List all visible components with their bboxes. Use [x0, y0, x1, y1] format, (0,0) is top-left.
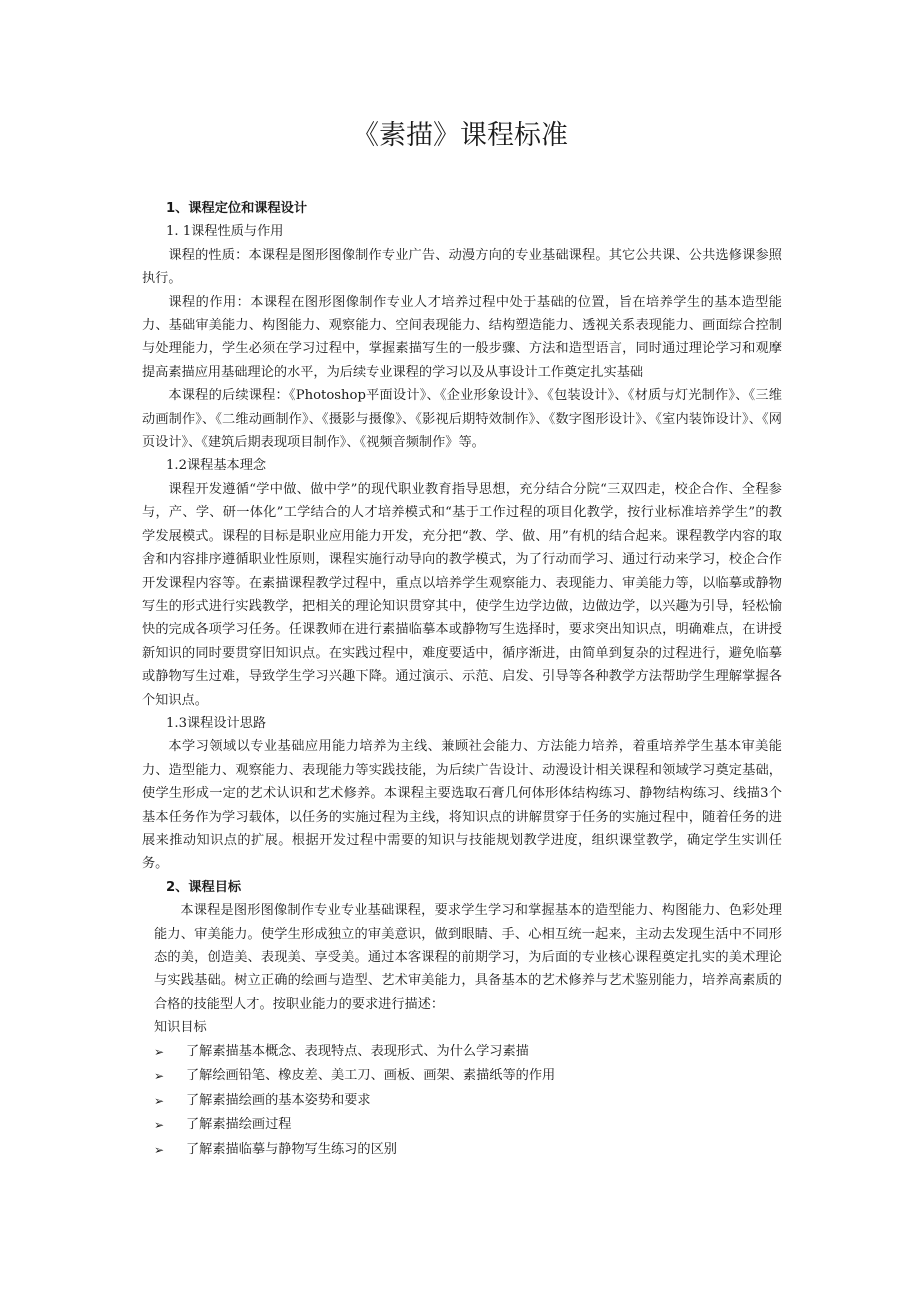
arrow-bullet-icon: ➢: [154, 1118, 165, 1133]
list-item: [142, 1138, 782, 1163]
list-item-text: 了解素描绘画过程: [186, 1117, 292, 1133]
list-item-text: 了解绘画铅笔、橡皮差、美工刀、画板、画架、素描纸等的作用: [186, 1068, 556, 1084]
arrow-bullet-icon: ➢: [154, 1044, 165, 1059]
paragraph-design-approach: 本学习领域以专业基础应用能力培养为主线、兼顾社会能力、方法能力培养，着重培养学生基本审美能力、造型能力、观察能力、表现能力等实践技能，为后续广告设计、动漫设计相关课程和领域学习奠定基础，使学生形成一定的艺术认识和艺术修养。本课程主要选取石膏几何体形体结构练习、静物结构练习、线描3个基本任务作为学习载体，以任务的实施过程为主线，将知识点的讲解贯穿于任务的实施过程中，随着任务的进展来推动知识点的扩展。根据开发过程中需要的知识与技能规划教学进度，组织课堂教学，确定学生实训任务。: [142, 739, 782, 872]
knowledge-goals-list: [142, 1040, 782, 1163]
arrow-bullet-icon: ➢: [154, 1142, 165, 1157]
subsection-heading-1-1: 1. 1课程性质与作用: [166, 224, 284, 240]
subsection-heading-1-3: 1.3课程设计思路: [166, 715, 267, 731]
subsection-heading-1-2: 1.2课程基本理念: [166, 458, 267, 474]
arrow-bullet-icon: ➢: [154, 1093, 165, 1108]
paragraph-course-goals: 本课程是图形图像制作专业专业基础课程，要求学生学习和掌握基本的造型能力、构图能力、色彩处理能力、审美能力。使学生形成独立的审美意识，做到眼睛、手、心相互统一起来，主动去发现生活中不同形态的美，创造美、表现美、享受美。通过本客课程的前期学习，为后面的专业核心课程奠定扎实的美术理论与实践基础。树立正确的绘画与造型、艺术审美能力，具备基本的艺术修养与艺术鉴别能力，培养高素质的合格的技能型人才。按职业能力的要求进行描述：: [154, 903, 782, 1012]
page-title: 《素描》课程标准: [352, 120, 568, 151]
list-item: [142, 1040, 782, 1065]
list-item-text: 了解素描绘画的基本姿势和要求: [186, 1092, 371, 1108]
section-heading-2: 2、课程目标: [166, 879, 242, 895]
list-item: [142, 1064, 782, 1089]
arrow-bullet-icon: ➢: [154, 1069, 165, 1084]
paragraph-basic-philosophy: 课程开发遵循“学中做、做中学”的现代职业教育指导思想，充分结合分院“三双四走，校企合作、全程参与，产、学、研一体化”工学结合的人才培养模式和“基于工作过程的项目化教学，按行业标准培养学生”的教学发展模式。课程的目标是职业应用能力开发，充分把“教、学、做、用”有机的结合起来。课程教学内容的取舍和内容排序遵循职业性原则，课程实施行动导向的教学模式，为了行动而学习、通过行动来学习，校企合作开发课程内容等。在素描课程教学过程中，重点以培养学生观察能力、表现能力、审美能力等，以临摹或静物写生的形式进行实践教学，把相关的理论知识贯穿其中，使学生边学边做，边做边学，以兴趣为引导，轻松愉快的完成各项学习任务。任课教师在进行素描临摹本或静物写生选择时，要求突出知识点，明确难点，在讲授新知识的同时要贯穿旧知识点。在实践过程中，难度要适中，循序渐进，由简单到复杂的过程进行，避免临摹或静物写生过难，导致学生学习兴趣下降。通过演示、示范、启发、引导等各种教学方法帮助学生理解掌握各个知识点。: [142, 481, 782, 708]
paragraph-course-nature: 课程的性质：本课程是图形图像制作专业广告、动漫方向的专业基础课程。其它公共课、公共选修课参照执行。: [142, 247, 782, 287]
list-item-text: 了解素描基本概念、表现特点、表现形式、为什么学习素描: [186, 1043, 529, 1059]
section-heading-1: 1、课程定位和课程设计: [166, 201, 308, 216]
list-item: [142, 1089, 782, 1114]
paragraph-course-role: 课程的作用：本课程在图形图像制作专业人才培养过程中处于基础的位置，旨在培养学生的基本造型能力、基础审美能力、构图能力、观察能力、空间表现能力、结构塑造能力、透视关系表现能力、画面综合控制与处理能力，学生必须在学习过程中，掌握素描写生的一般步骤、方法和造型语言，同时通过理论学习和观摩提高素描应用基础理论的水平，为后续专业课程的学习以及从事设计工作奠定扎实基础: [142, 294, 782, 380]
list-item-text: 了解素描临摹与静物写生练习的区别: [186, 1141, 397, 1157]
list-item: [142, 1113, 782, 1138]
paragraph-follow-up-courses: 本课程的后续课程：《Photoshop平面设计》、《企业形象设计》、《包装设计》、《材质与灯光制作》、《三维动画制作》、《二维动画制作》、《摄影与摄像》、《影视后期特效制作》、《数字图形设计》、《室内装饰设计》、《网页设计》、《建筑后期表现项目制作》、《视频音频制作》等。: [142, 388, 782, 451]
document-body: [142, 197, 782, 1162]
knowledge-goals-label: 知识目标: [154, 1020, 207, 1036]
